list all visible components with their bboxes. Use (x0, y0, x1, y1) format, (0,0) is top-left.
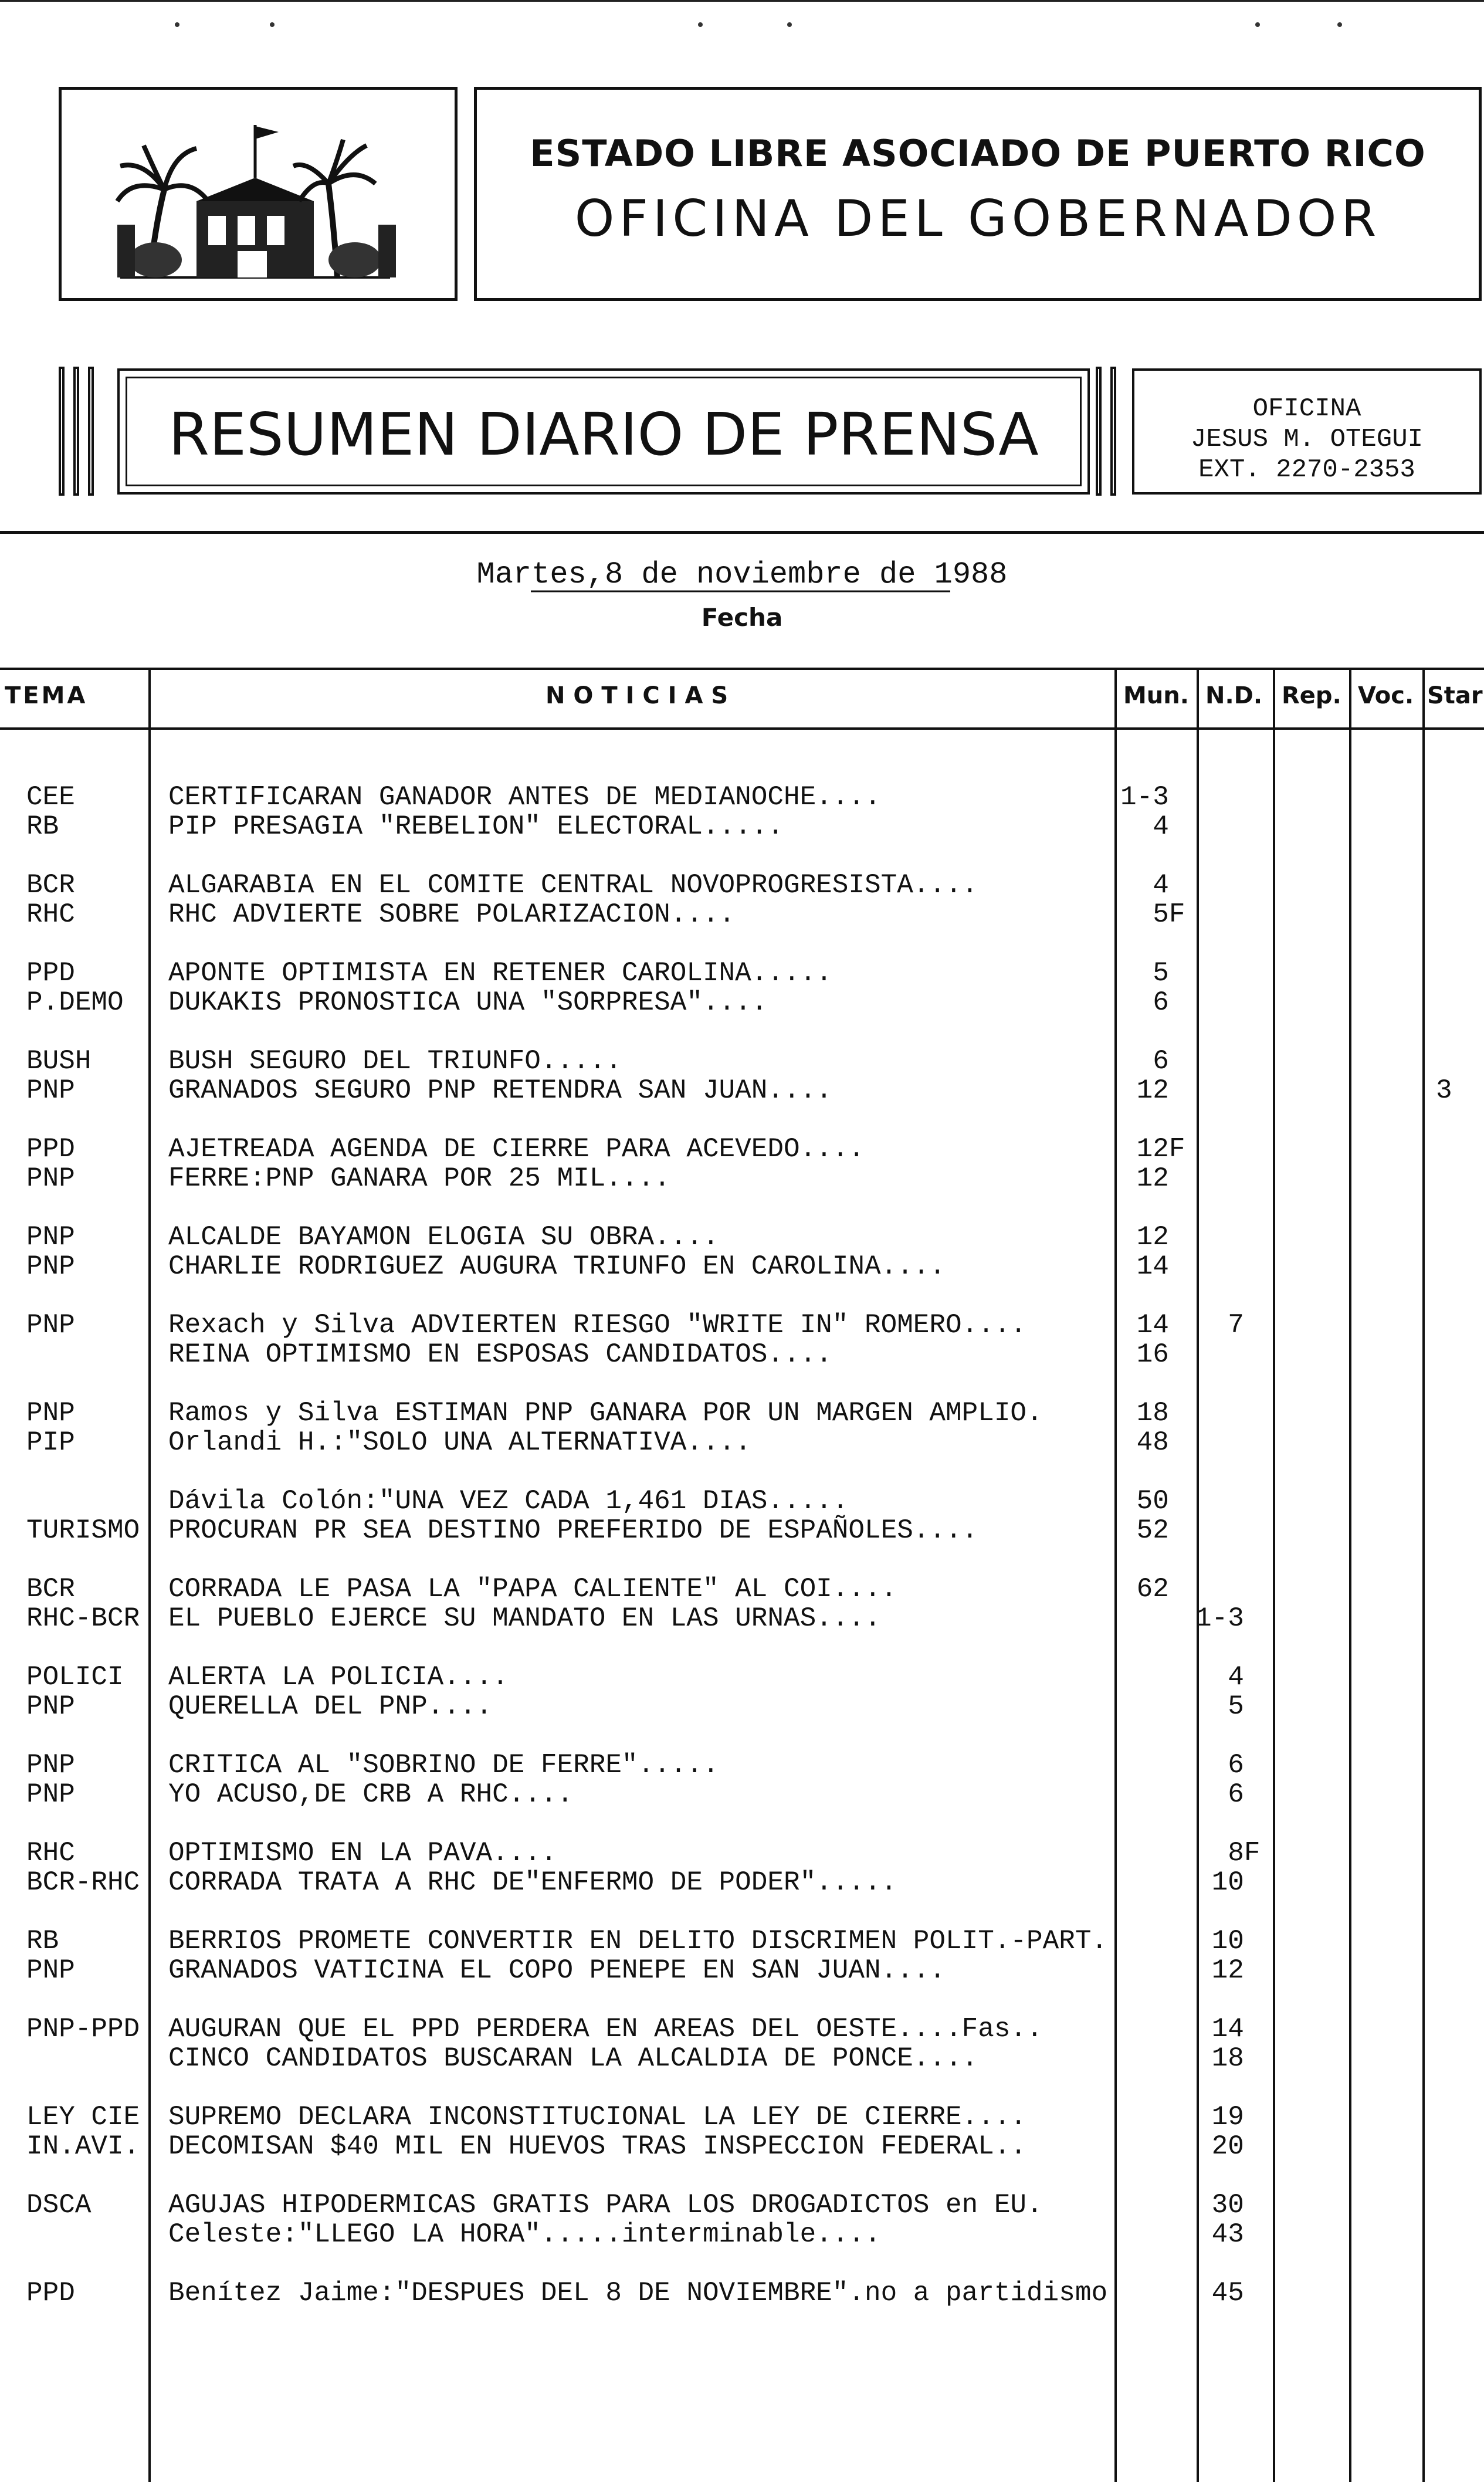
row-mun-page: 18 (1120, 1398, 1169, 1428)
row-tema: RHC (26, 899, 75, 930)
row-headline: ALERTA LA POLICIA.... (168, 1662, 509, 1692)
header-line-2: OFICINA DEL GOBERNADOR (574, 189, 1381, 248)
row-tema: PNP (26, 1251, 75, 1282)
row-mun-page: 6 (1120, 987, 1169, 1018)
row-mun-page: 12 (1120, 1222, 1169, 1252)
row-mun-page: 50 (1120, 1486, 1169, 1516)
row-tema: IN.AVI. (26, 2131, 140, 2162)
row-tema: PPD (26, 2278, 75, 2308)
row-mun-page: 62 (1120, 1574, 1169, 1604)
row-headline: CERTIFICARAN GANADOR ANTES DE MEDIANOCHE.... (168, 782, 881, 812)
row-tema: PNP-PPD (26, 2014, 140, 2044)
row-headline: Orlandi H.:"SOLO UNA ALTERNATIVA.... (168, 1427, 751, 1458)
row-nd-page: 10 (1195, 1867, 1244, 1898)
row-headline: APONTE OPTIMISTA EN RETENER CAROLINA..... (168, 958, 832, 988)
row-star-page: 3 (1436, 1075, 1452, 1106)
row-nd-page: 43 (1195, 2219, 1244, 2250)
row-mun-page: 16 (1120, 1339, 1169, 1370)
row-mun-page: 48 (1120, 1427, 1169, 1458)
col-header-rep: Rep. (1282, 682, 1341, 709)
row-headline: AGUJAS HIPODERMICAS GRATIS PARA LOS DROGADICTOS en EU. (168, 2190, 1043, 2220)
row-tema: P.DEMO (26, 987, 124, 1018)
row-headline: CINCO CANDIDATOS BUSCARAN LA ALCALDIA DE PONCE.... (168, 2043, 978, 2074)
row-tema: BCR (26, 1574, 75, 1604)
row-tema: PNP (26, 1075, 75, 1106)
row-tema: POLICI (26, 1662, 124, 1692)
row-headline: SUPREMO DECLARA INCONSTITUCIONAL LA LEY DE CIERRE.... (168, 2102, 1027, 2132)
row-headline: CRITICA AL "SOBRINO DE FERRE"..... (168, 1750, 719, 1780)
row-tema: PNP (26, 1750, 75, 1780)
row-headline: DUKAKIS PRONOSTICA UNA "SORPRESA".... (168, 987, 768, 1018)
row-headline: OPTIMISMO EN LA PAVA.... (168, 1838, 557, 1868)
row-tema: LEY CIE (26, 2102, 140, 2132)
row-headline: ALGARABIA EN EL COMITE CENTRAL NOVOPROGRESISTA.... (168, 870, 978, 900)
row-nd-page: 1-3 (1195, 1603, 1244, 1634)
row-headline: REINA OPTIMISMO EN ESPOSAS CANDIDATOS.... (168, 1339, 832, 1370)
row-mun-page: 1-3 (1120, 782, 1169, 812)
row-mun-page: 12 (1120, 1075, 1169, 1106)
row-headline: CHARLIE RODRIGUEZ AUGURA TRIUNFO EN CAROLINA.... (168, 1251, 946, 1282)
row-headline: CORRADA TRATA A RHC DE"ENFERMO DE PODER"..... (168, 1867, 897, 1898)
row-tema: PNP (26, 1310, 75, 1340)
row-nd-page: 5 (1195, 1691, 1244, 1722)
col-header-nd: N.D. (1205, 682, 1263, 709)
row-nd-page: 12 (1195, 1955, 1244, 1986)
row-tema: PNP (26, 1398, 75, 1428)
row-headline: GRANADOS VATICINA EL COPO PENEPE EN SAN JUAN.... (168, 1955, 946, 1986)
row-headline: ALCALDE BAYAMON ELOGIA SU OBRA.... (168, 1222, 719, 1252)
contact-line-2: JESUS M. OTEGUI (1190, 425, 1424, 454)
row-headline: BUSH SEGURO DEL TRIUNFO..... (168, 1046, 622, 1076)
row-headline: EL PUEBLO EJERCE SU MANDATO EN LAS URNAS.... (168, 1603, 881, 1634)
col-header-tema: TEMA (5, 682, 88, 709)
row-tema: DSCA (26, 2190, 92, 2220)
row-nd-page: 19 (1195, 2102, 1244, 2132)
row-tema: RHC-BCR (26, 1603, 140, 1634)
col-divider-mun (1114, 668, 1117, 2482)
row-tema: RHC (26, 1838, 75, 1868)
row-nd-page: 30 (1195, 2190, 1244, 2220)
row-nd-page: 14 (1195, 2014, 1244, 2044)
row-headline: RHC ADVIERTE SOBRE POLARIZACION.... (168, 899, 736, 930)
row-tema: PNP (26, 1691, 75, 1722)
row-tema: CEE (26, 782, 75, 812)
row-mun-page: 4 (1120, 811, 1169, 842)
row-headline: FERRE:PNP GANARA POR 25 MIL.... (168, 1163, 670, 1194)
row-headline: Celeste:"LLEGO LA HORA".....interminable.... (168, 2219, 881, 2250)
row-nd-page: 8F (1195, 1838, 1261, 1868)
row-tema: BCR (26, 870, 75, 900)
row-tema: PPD (26, 1134, 75, 1164)
table-top-line (0, 668, 1484, 670)
row-headline: GRANADOS SEGURO PNP RETENDRA SAN JUAN.... (168, 1075, 832, 1106)
row-nd-page: 7 (1195, 1310, 1244, 1340)
row-headline: Dávila Colón:"UNA VEZ CADA 1,461 DIAS..... (168, 1486, 849, 1516)
row-mun-page: 14 (1120, 1310, 1169, 1340)
contact-line-1: OFICINA (1252, 394, 1361, 424)
contact-line-3: EXT. 2270-2353 (1198, 455, 1415, 485)
row-headline: QUERELLA DEL PNP.... (168, 1691, 493, 1722)
col-header-mun: Mun. (1123, 682, 1189, 709)
row-headline: Benítez Jaime:"DESPUES DEL 8 DE NOVIEMBRE".no a partidismo (168, 2278, 1108, 2308)
row-headline: DECOMISAN $40 MIL EN HUEVOS TRAS INSPECCION FEDERAL.. (168, 2131, 1027, 2162)
row-headline: PIP PRESAGIA "REBELION" ELECTORAL..... (168, 811, 784, 842)
row-tema: BCR-RHC (26, 1867, 140, 1898)
row-nd-page: 6 (1195, 1779, 1244, 1810)
row-tema: PIP (26, 1427, 75, 1458)
row-mun-page: 5 (1120, 958, 1169, 988)
row-headline: Rexach y Silva ADVIERTEN RIESGO "WRITE IN" ROMERO.... (168, 1310, 1027, 1340)
row-nd-page: 10 (1195, 1926, 1244, 1956)
row-tema: PNP (26, 1222, 75, 1252)
row-headline: BERRIOS PROMETE CONVERTIR EN DELITO DISCRIMEN POLIT.-PART. (168, 1926, 1108, 1956)
row-tema: RB (26, 811, 59, 842)
row-headline: PROCURAN PR SEA DESTINO PREFERIDO DE ESPAÑOLES.... (168, 1515, 978, 1546)
row-tema: PNP (26, 1955, 75, 1986)
col-header-noticias: N O T I C I A S (546, 682, 729, 709)
row-tema: TURISMO (26, 1515, 140, 1546)
row-headline: AJETREADA AGENDA DE CIERRE PARA ACEVEDO.... (168, 1134, 865, 1164)
col-divider-tema (148, 668, 151, 2482)
row-nd-page: 45 (1195, 2278, 1244, 2308)
col-divider-rep (1273, 668, 1275, 2482)
row-nd-page: 20 (1195, 2131, 1244, 2162)
header-line-1: ESTADO LIBRE ASOCIADO DE PUERTO RICO (530, 132, 1426, 175)
row-nd-page: 18 (1195, 2043, 1244, 2074)
row-nd-page: 6 (1195, 1750, 1244, 1780)
row-mun-page: 5F (1120, 899, 1185, 930)
date-value: Martes,8 de noviembre de 1988 (476, 557, 1008, 592)
col-divider-star (1422, 668, 1425, 2482)
row-mun-page: 52 (1120, 1515, 1169, 1546)
table-header-line (0, 727, 1484, 730)
row-headline: AUGURAN QUE EL PPD PERDERA EN AREAS DEL OESTE....Fas.. (168, 2014, 1043, 2044)
row-mun-page: 4 (1120, 870, 1169, 900)
row-nd-page: 4 (1195, 1662, 1244, 1692)
col-header-voc: Voc. (1358, 682, 1414, 709)
row-tema: PNP (26, 1163, 75, 1194)
row-mun-page: 6 (1120, 1046, 1169, 1076)
row-headline: Ramos y Silva ESTIMAN PNP GANARA POR UN MARGEN AMPLIO. (168, 1398, 1043, 1428)
date-label: Fecha (701, 603, 783, 632)
row-headline: CORRADA LE PASA LA "PAPA CALIENTE" AL COI.... (168, 1574, 897, 1604)
row-mun-page: 14 (1120, 1251, 1169, 1282)
col-header-star: Star (1427, 682, 1483, 709)
row-mun-page: 12 (1120, 1163, 1169, 1194)
row-tema: PPD (26, 958, 75, 988)
banner-title: RESUMEN DIARIO DE PRENSA (168, 400, 1039, 469)
row-tema: BUSH (26, 1046, 92, 1076)
row-mun-page: 12F (1120, 1134, 1185, 1164)
row-tema: PNP (26, 1779, 75, 1810)
row-tema: RB (26, 1926, 59, 1956)
col-divider-voc (1349, 668, 1351, 2482)
row-headline: YO ACUSO,DE CRB A RHC.... (168, 1779, 574, 1810)
